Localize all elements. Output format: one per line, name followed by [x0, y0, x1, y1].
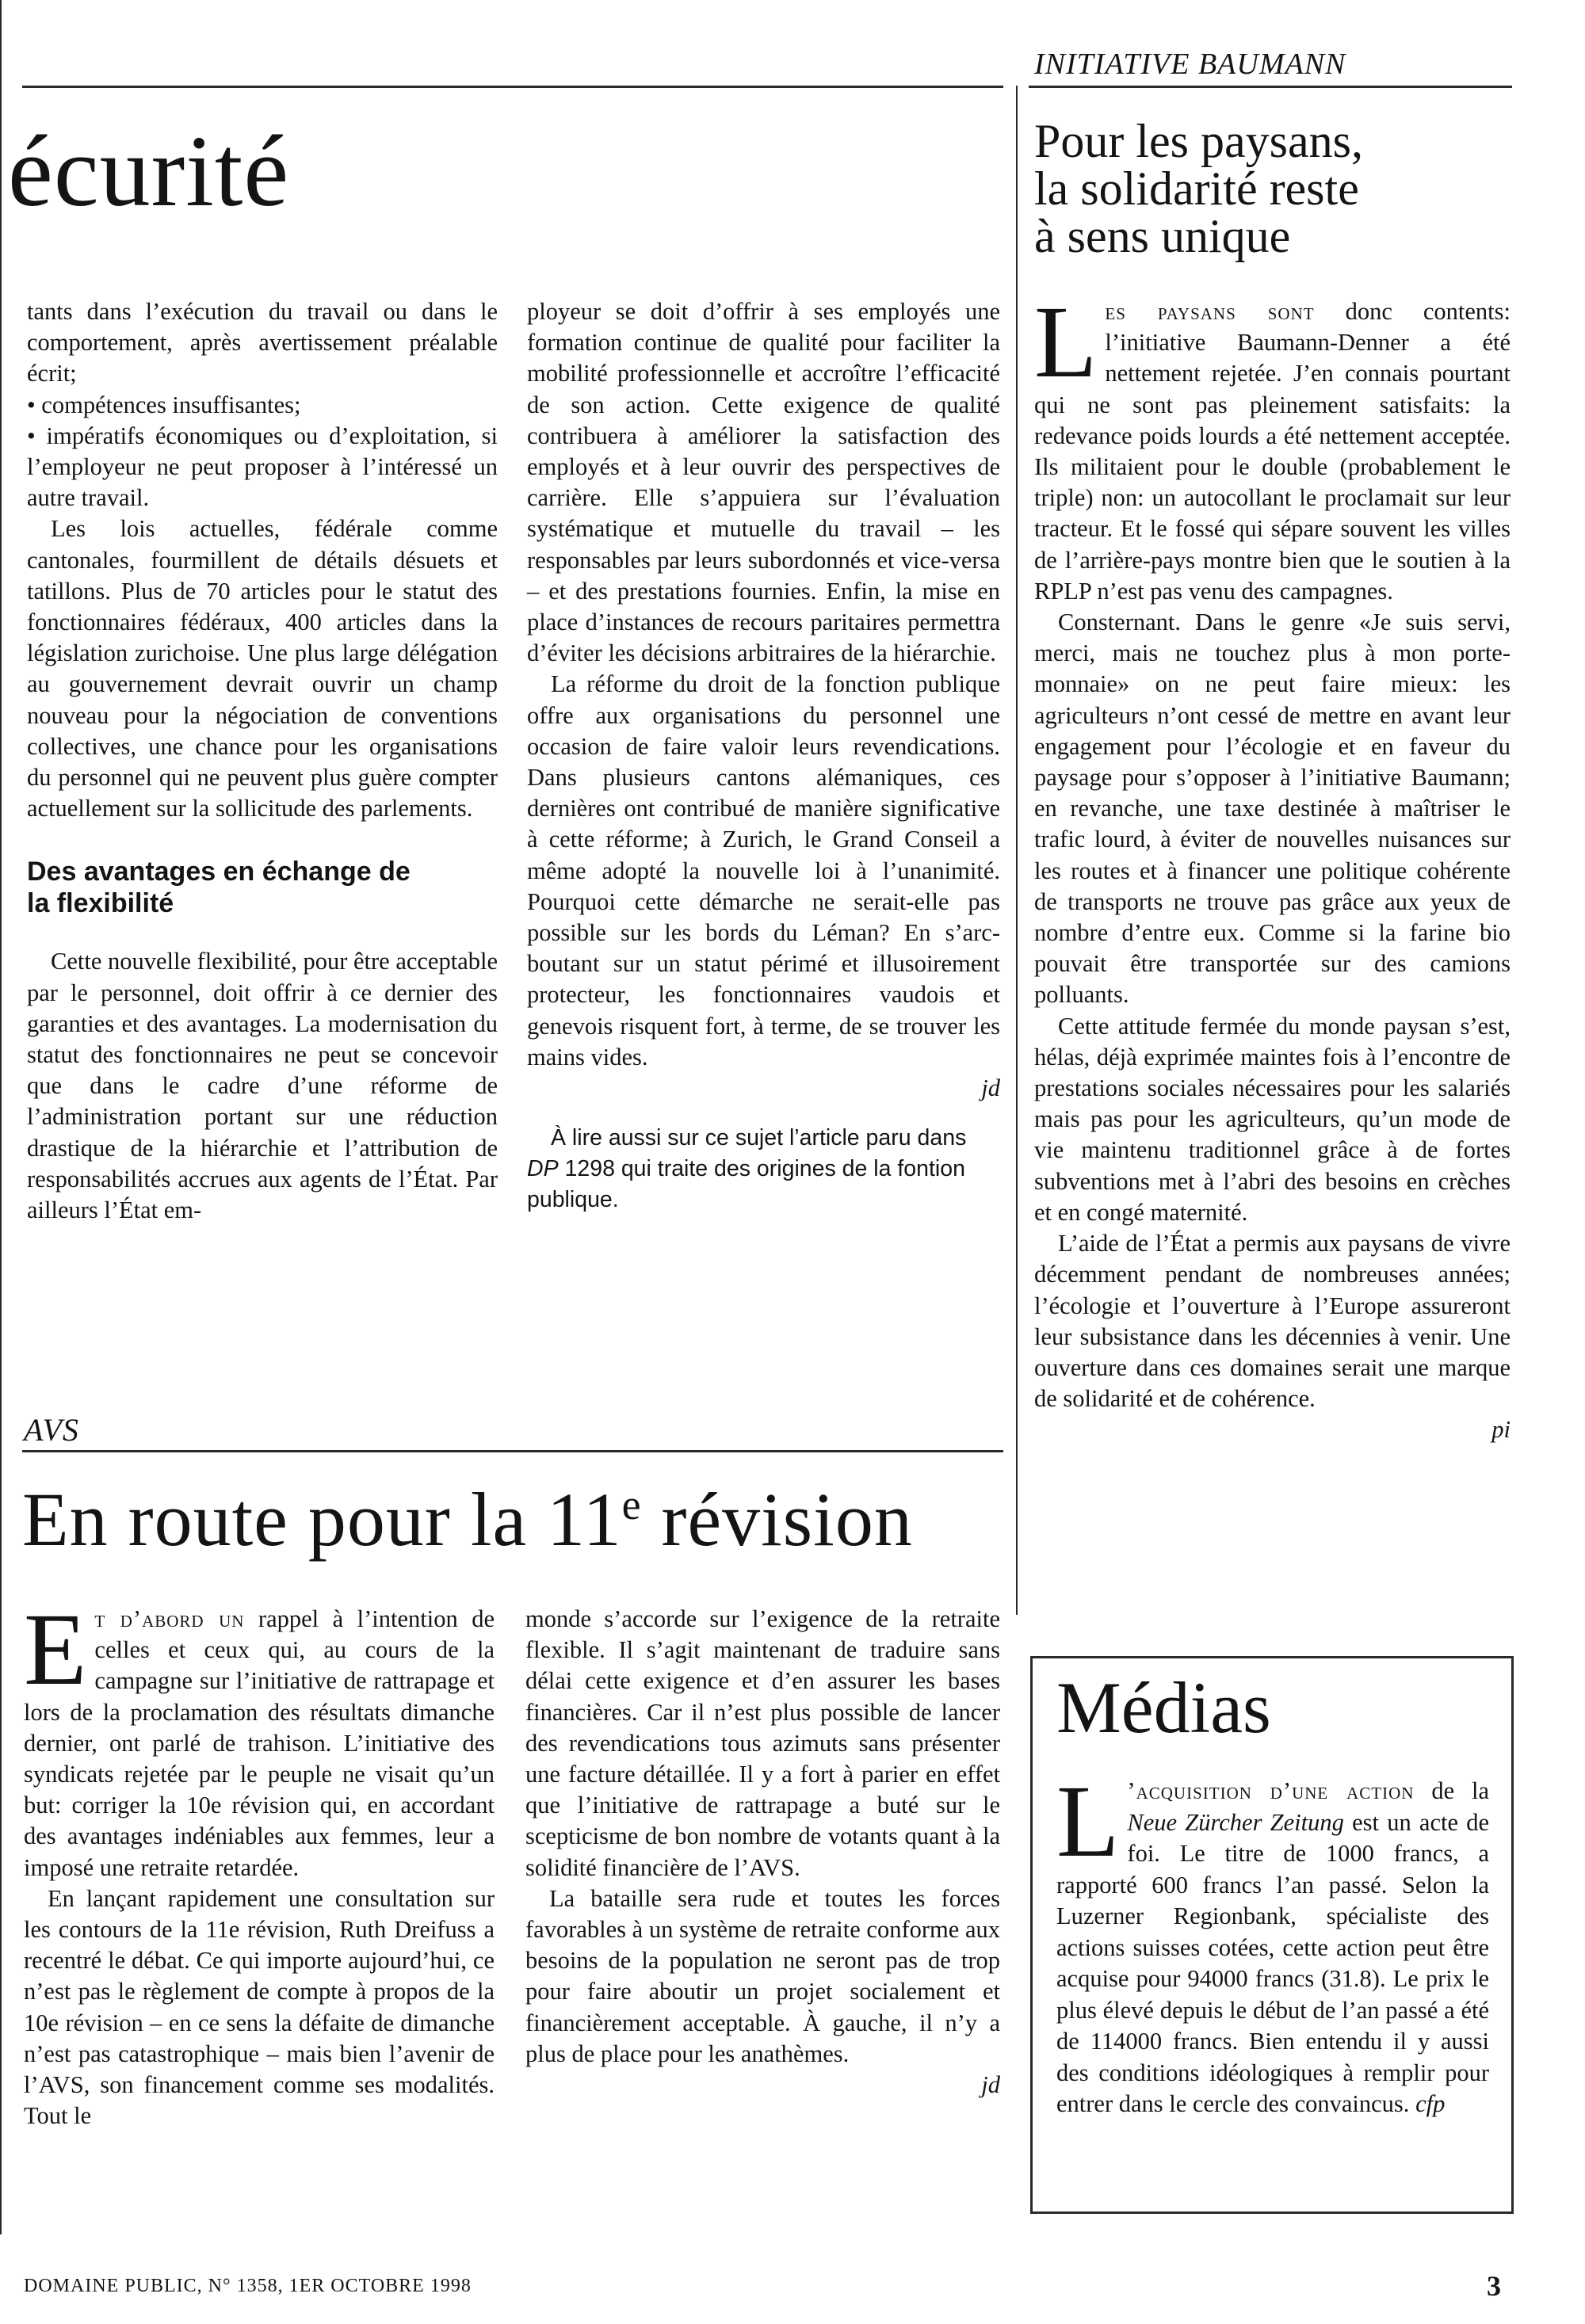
reference-note [527, 1123, 995, 1215]
note-text: 1298 qui traite des origines de la fontion publique. [527, 1156, 965, 1213]
drop-cap: L [1034, 285, 1098, 399]
paragraph: Cette nouvelle flexibilité, pour être acceptable par le personnel, doit offrir à ce dernier des garanties et des avantages. La modernisation du statut des fonctionnaires ne peut se concevoir que dans le cadre d’une réforme de l’administration portant sur une réduction drastique de la hiérarchie et l’attribution de responsabilités accrues aux agents de l’État. Par ailleurs l’État em- [27, 948, 498, 1224]
section-label-baumann: INITIATIVE BAUMANN [1034, 48, 1346, 81]
title-line: à sens unique [1034, 210, 1291, 262]
medias-text [1056, 1765, 1489, 2120]
title-text: En route pour la 11 [22, 1477, 622, 1562]
title-line: la solidarité reste [1034, 162, 1359, 215]
baumann-rule [1029, 86, 1512, 88]
author-signature: jd [981, 1074, 1000, 1102]
lead-smallcaps: ’acquisition d’une action [1127, 1777, 1415, 1804]
note-italic: DP [527, 1156, 559, 1182]
top-column-1 [27, 296, 498, 1226]
paragraph: La bataille sera rude et toutes les forces favorables à un système de retraite conforme aux besoins de la population ne seront pas de trop pour faire aboutir un projet socialement et financièrement acceptable. À gauche, il n’y a plus de place pour les anathèmes. [525, 1884, 1000, 2067]
section-label-avs: AVS [24, 1412, 79, 1448]
drop-cap: L [1056, 1765, 1120, 1879]
newspaper-name: Neue Zürcher Zeitung [1127, 1808, 1344, 1836]
paragraph-text: rappel à l’intention de celles et ceux qui, au cours de la campagne sur l’initiative de rattrapage et lors de la proclamation des résultats dimanche dernier, ont parlé de trahison. L’initiative des syndicats rejetée par le peuple ne visait qu’un but: corriger la 10e révision qui, en accordant des avantages indéniables aux femmes, leur a imposé une retraite retardée. [24, 1605, 495, 1881]
author-signature: cfp [1415, 2090, 1446, 2117]
title-text: révision [641, 1477, 913, 1562]
medias-box [1030, 1656, 1514, 2214]
title-superscript: e [621, 1481, 642, 1528]
column-divider-right [1016, 86, 1018, 1615]
top-column-2 [527, 296, 1000, 1215]
lead-smallcaps: es paysans sont [1105, 298, 1315, 325]
drop-cap: E [24, 1593, 87, 1707]
paragraph-text: est un acte de foi. Le titre de 1000 francs, a rapporté 600 francs l’an passé. Selon la Luzerner Regionbank, spécialiste des actions suisses cotées, cette action peut être acquise pour 94000 francs (31.8). Le prix le plus élevé depuis le début de l’an passé a été de 114000 francs. Bien entendu il y aussi des conditions idéologiques à remplir pour entrer dans le cercle des convaincus. [1056, 1808, 1489, 2117]
avs-column-1 [24, 1593, 495, 2131]
paragraph-text: de la [1414, 1777, 1489, 1804]
paragraph: Consternant. Dans le genre «Je suis servi, merci, mais ne touchez plus à mon porte-monnaie» on ne peut faire mieux: les agriculteurs n’ont cessé de mettre en avant leur engagement pour l’écologie et en faveur du paysage pour s’opposer à l’initiative Baumann; en revanche, une taxe destinée à maîtriser le trafic lourd, à éviter de nouvelles nuisances sur les routes et à financer une politique cohérente de transports ne trouve pas grâce aux yeux de nombre d’entre eux. Comme si la farine bio pouvait être transportée sur des camions polluants. [1034, 609, 1511, 1009]
avs-column-2 [525, 1604, 1000, 2101]
footer-publication: DOMAINE PUBLIC, N° 1358, 1ER OCTOBRE 1998 [24, 2276, 472, 2296]
left-margin-rule [0, 0, 2, 2234]
note-text: À lire aussi sur ce sujet l’article paru dans [551, 1125, 967, 1151]
bullet-item: • impératifs économiques ou d’exploitation, si l’employeur ne peut proposer à l’intéressé un autre travail. [27, 422, 498, 512]
subheading: Des avantages en échange de la flexibilité [27, 857, 411, 919]
author-signature: pi [1491, 1416, 1511, 1444]
paragraph-text: donc contents: l’initiative Baumann-Denner a été nettement rejetée. J’en connais pourtant qui ne sont pas pleinement satisfaits: la redevance poids lourds a été nettement acceptée. Ils militaient pour le double (probablement le triple) non: un autocollant le proclamait sur leur tracteur. Et le fossé qui sépare souvent les villes de l’arrière-pays montre bien que le soutien à la RPLP n’est pas venu des campagnes. [1034, 298, 1511, 605]
baumann-title [1034, 117, 1510, 260]
avs-rule [22, 1450, 1003, 1452]
paragraph: Cette attitude fermée du monde paysan s’est, hélas, déjà exprimée maintes fois à l’encontre de prestations sociales nécessaires pour les salariés mais pas pour les agriculteurs, qu’un mode de vie maintenu traditionnel grâce à de fortes subventions met à l’abri des besoins en crèches et en congé maternité. [1034, 1012, 1511, 1226]
paragraph: En lançant rapidement une consultation sur les contours de la 11e révision, Ruth Dreifuss a recentré le débat. Ce qui importe aujourd’hui, ce n’est pas le règlement de compte à propos de la 10e révision – en ce sens la défaite de dimanche n’est pas catastrophique – mais bien l’avenir de l’AVS, son financement comme ses modalités. Tout le [24, 1884, 495, 2130]
headline-fragment: écurité [8, 115, 290, 227]
paragraph [1034, 285, 1511, 607]
paragraph: Les lois actuelles, fédérale comme cantonales, fourmillent de détails désuets et tatillons. Plus de 70 articles pour le statut des fonctionnaires fédéraux, 400 articles dans la législation zurichoise. Une plus large délégation au gouvernement devrait ouvrir un champ nouveau pour la négociation de conventions collectives, une chance pour les organisations du personnel qui ne peuvent plus guère compter actuellement sur la sollicitude des parlements. [27, 515, 498, 822]
author-signature: jd [981, 2071, 1000, 2099]
paragraph: tants dans l’exécution du travail ou dans le comportement, après avertissement préalable écrit; [27, 298, 498, 387]
paragraph: L’aide de l’État a permis aux paysans de vivre décemment pendant de nombreuses années; l’écologie et l’ouverture à l’Europe assureront leur subsistance dans les décennies à venir. Une ouverture dans ces domaines serait une marque de solidarité et de cohérence. [1034, 1230, 1511, 1413]
paragraph: ployeur se doit d’offrir à ses employés une formation continue de qualité pour faciliter la mobilité professionnelle et accroître l’efficacité de son action. Cette exigence de qualité contribuera à améliorer la satisfaction des employés et à leur ouvrir des perspectives de carrière. Elle s’appuiera sur l’évaluation systématique et mutuelle du travail – les responsables par leurs subordonnés et vice-versa – et des prestations fournies. Enfin, la mise en place d’instances de recours paritaires permettra d’éviter les décisions arbitraires de la hiérarchie. [527, 298, 1000, 667]
bullet-item: • compétences insuffisantes; [27, 391, 301, 418]
paragraph [24, 1593, 495, 1883]
medias-title: Médias [1056, 1667, 1271, 1748]
top-left-rule [22, 86, 1003, 88]
paragraph: monde s’accorde sur l’exigence de la retraite flexible. Il s’agit maintenant de traduire sans délai cette exigence et d’en assurer les bases financières. Car il n’est plus possible de lancer des revendications tous azimuts sans présenter une facture détaillée. Il y a fort à parier en effet que l’initiative de rattrapage a buté sur le scepticisme de bon nombre de votants quant à la solidité financière de l’AVS. [525, 1605, 1000, 1881]
title-line: Pour les paysans, [1034, 115, 1363, 167]
baumann-column [1034, 285, 1511, 1446]
paragraph: La réforme du droit de la fonction publique offre aux organisations du personnel une occasion de faire valoir leurs revendications. Dans plusieurs cantons alémaniques, ces dernières ont contribué de manière significative à cette réforme; à Zurich, le Grand Conseil a même adopté la nouvelle loi à l’unanimité. Pourquoi cette démarche ne serait-elle pas possible sur les bords du Léman? En s’arc-boutant sur un statut périmé et illusoirement protecteur, les fonctionnaires vaudois et genevois risquent fort, à terme, de se trouver les mains vides. [527, 670, 1000, 1070]
lead-smallcaps: t d’abord un [94, 1605, 245, 1632]
page-number: 3 [1487, 2270, 1501, 2302]
avs-title [22, 1477, 913, 1562]
paragraph [1056, 1765, 1489, 2120]
